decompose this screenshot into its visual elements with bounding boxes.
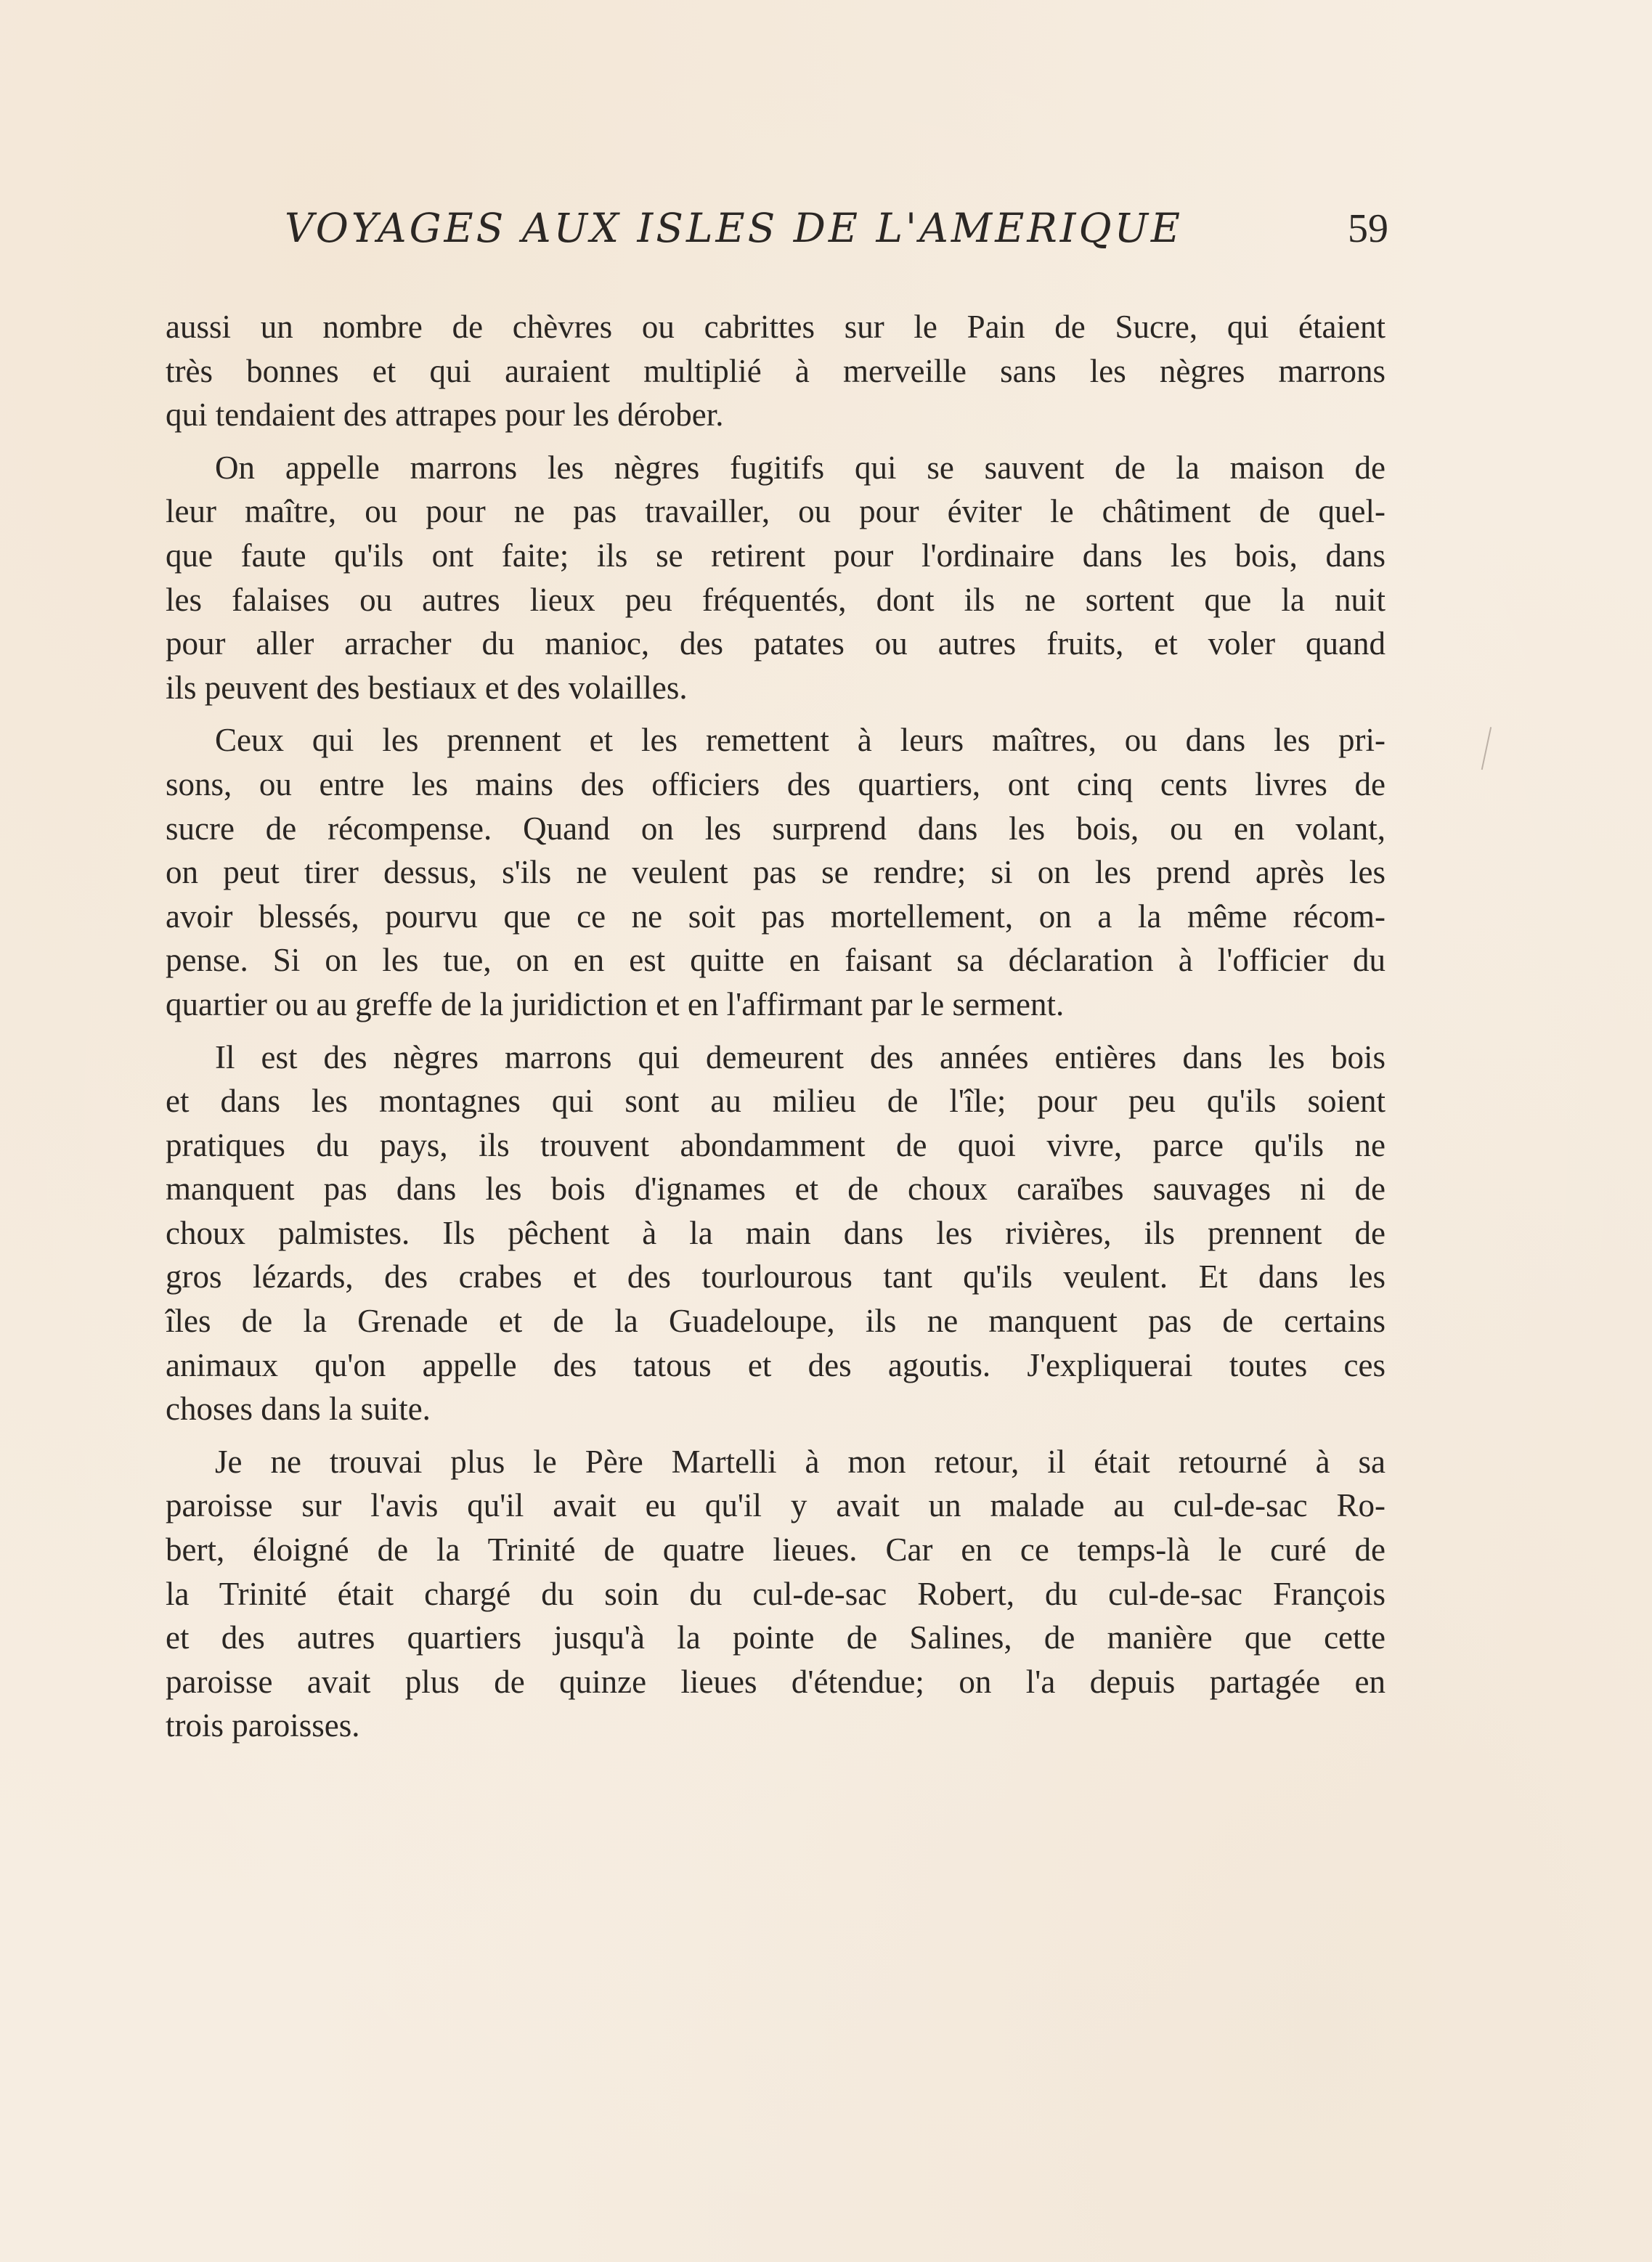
- text-line: sons, ou entre les mains des officiers des quartiers, ont cinq cents livres de: [166, 765, 1386, 802]
- text-line: Ceux qui les prennent et les remettent à leurs maîtres, ou dans les pri-: [215, 722, 1386, 759]
- text-line: avoir blessés, pourvu que ce ne soit pas mortellement, on a la même récom-: [166, 898, 1386, 935]
- text-line: animaux qu'on appelle des tatous et des agoutis. J'expliquerai toutes ces: [166, 1346, 1386, 1383]
- text-line: leur maître, ou pour ne pas travailler, ou pour éviter le châtiment de quel-: [166, 493, 1386, 530]
- text-line: et dans les montagnes qui sont au milieu de l'île; pour peu qu'ils soient: [166, 1083, 1386, 1120]
- text-line: Je ne trouvai plus le Père Martelli à mon retour, il était retourné à sa: [215, 1443, 1386, 1480]
- text-line: ils peuvent des bestiaux et des volailles.: [166, 669, 688, 706]
- text-line: trois paroisses.: [166, 1707, 360, 1744]
- margin-pencil-mark: [1477, 726, 1492, 770]
- paragraph-4: [166, 1036, 1386, 1431]
- text-line: que faute qu'ils ont faite; ils se retirent pour l'ordinaire dans les bois, dans: [166, 537, 1386, 574]
- text-line: pour aller arracher du manioc, des patates ou autres fruits, et voler quand: [166, 625, 1386, 662]
- text-line: paroisse avait plus de quinze lieues d'étendue; on l'a depuis partagée en: [166, 1663, 1386, 1700]
- page-number: 59: [1348, 206, 1388, 251]
- text-line: sucre de récompense. Quand on les surprend dans les bois, ou en volant,: [166, 810, 1386, 847]
- text-line: la Trinité était chargé du soin du cul-de-sac Robert, du cul-de-sac François: [166, 1575, 1386, 1612]
- text-line: et des autres quartiers jusqu'à la pointe de Salines, de manière que cette: [166, 1619, 1386, 1656]
- text-line: qui tendaient des attrapes pour les dérober.: [166, 396, 724, 434]
- text-line: choses dans la suite.: [166, 1391, 431, 1428]
- text-line: aussi un nombre de chèvres ou cabrittes sur le Pain de Sucre, qui étaient: [166, 309, 1386, 345]
- paragraph-3: [166, 718, 1386, 1026]
- text-line: îles de la Grenade et de la Guadeloupe, ils ne manquent pas de certains: [166, 1303, 1386, 1340]
- text-line: paroisse sur l'avis qu'il avait eu qu'il y avait un malade au cul-de-sac Ro-: [166, 1487, 1386, 1524]
- running-title: VOYAGES AUX ISLES DE L'AMERIQUE: [285, 205, 1184, 251]
- text-line: pratiques du pays, ils trouvent abondamment de quoi vivre, parce qu'ils ne: [166, 1126, 1386, 1163]
- text-line: Il est des nègres marrons qui demeurent des années entières dans les bois: [215, 1038, 1386, 1075]
- text-line: gros lézards, des crabes et des tourlourous tant qu'ils veulent. Et dans les: [166, 1258, 1386, 1295]
- body-text: [166, 305, 1386, 1757]
- text-line: choux palmistes. Ils pêchent à la main dans les rivières, ils prennent de: [166, 1214, 1386, 1251]
- text-line: très bonnes et qui auraient multiplié à merveille sans les nègres marrons: [166, 352, 1386, 389]
- text-line: pense. Si on les tue, on en est quitte en faisant sa déclaration à l'officier du: [166, 942, 1386, 979]
- text-line: on peut tirer dessus, s'ils ne veulent pas se rendre; si on les prend après les: [166, 854, 1386, 891]
- paragraph-5: [166, 1440, 1386, 1748]
- paragraph-1: [166, 305, 1386, 437]
- text-line: quartier ou au greffe de la juridiction et en l'affirmant par le serment.: [166, 985, 1065, 1022]
- running-head: [285, 205, 1388, 270]
- paragraph-2: [166, 446, 1386, 710]
- text-line: manquent pas dans les bois d'ignames et de choux caraïbes sauvages ni de: [166, 1171, 1386, 1208]
- text-line: bert, éloigné de la Trinité de quatre lieues. Car en ce temps-là le curé de: [166, 1531, 1386, 1569]
- text-line: On appelle marrons les nègres fugitifs qui se sauvent de la maison de: [215, 449, 1386, 486]
- text-line: les falaises ou autres lieux peu fréquentés, dont ils ne sortent que la nuit: [166, 581, 1386, 618]
